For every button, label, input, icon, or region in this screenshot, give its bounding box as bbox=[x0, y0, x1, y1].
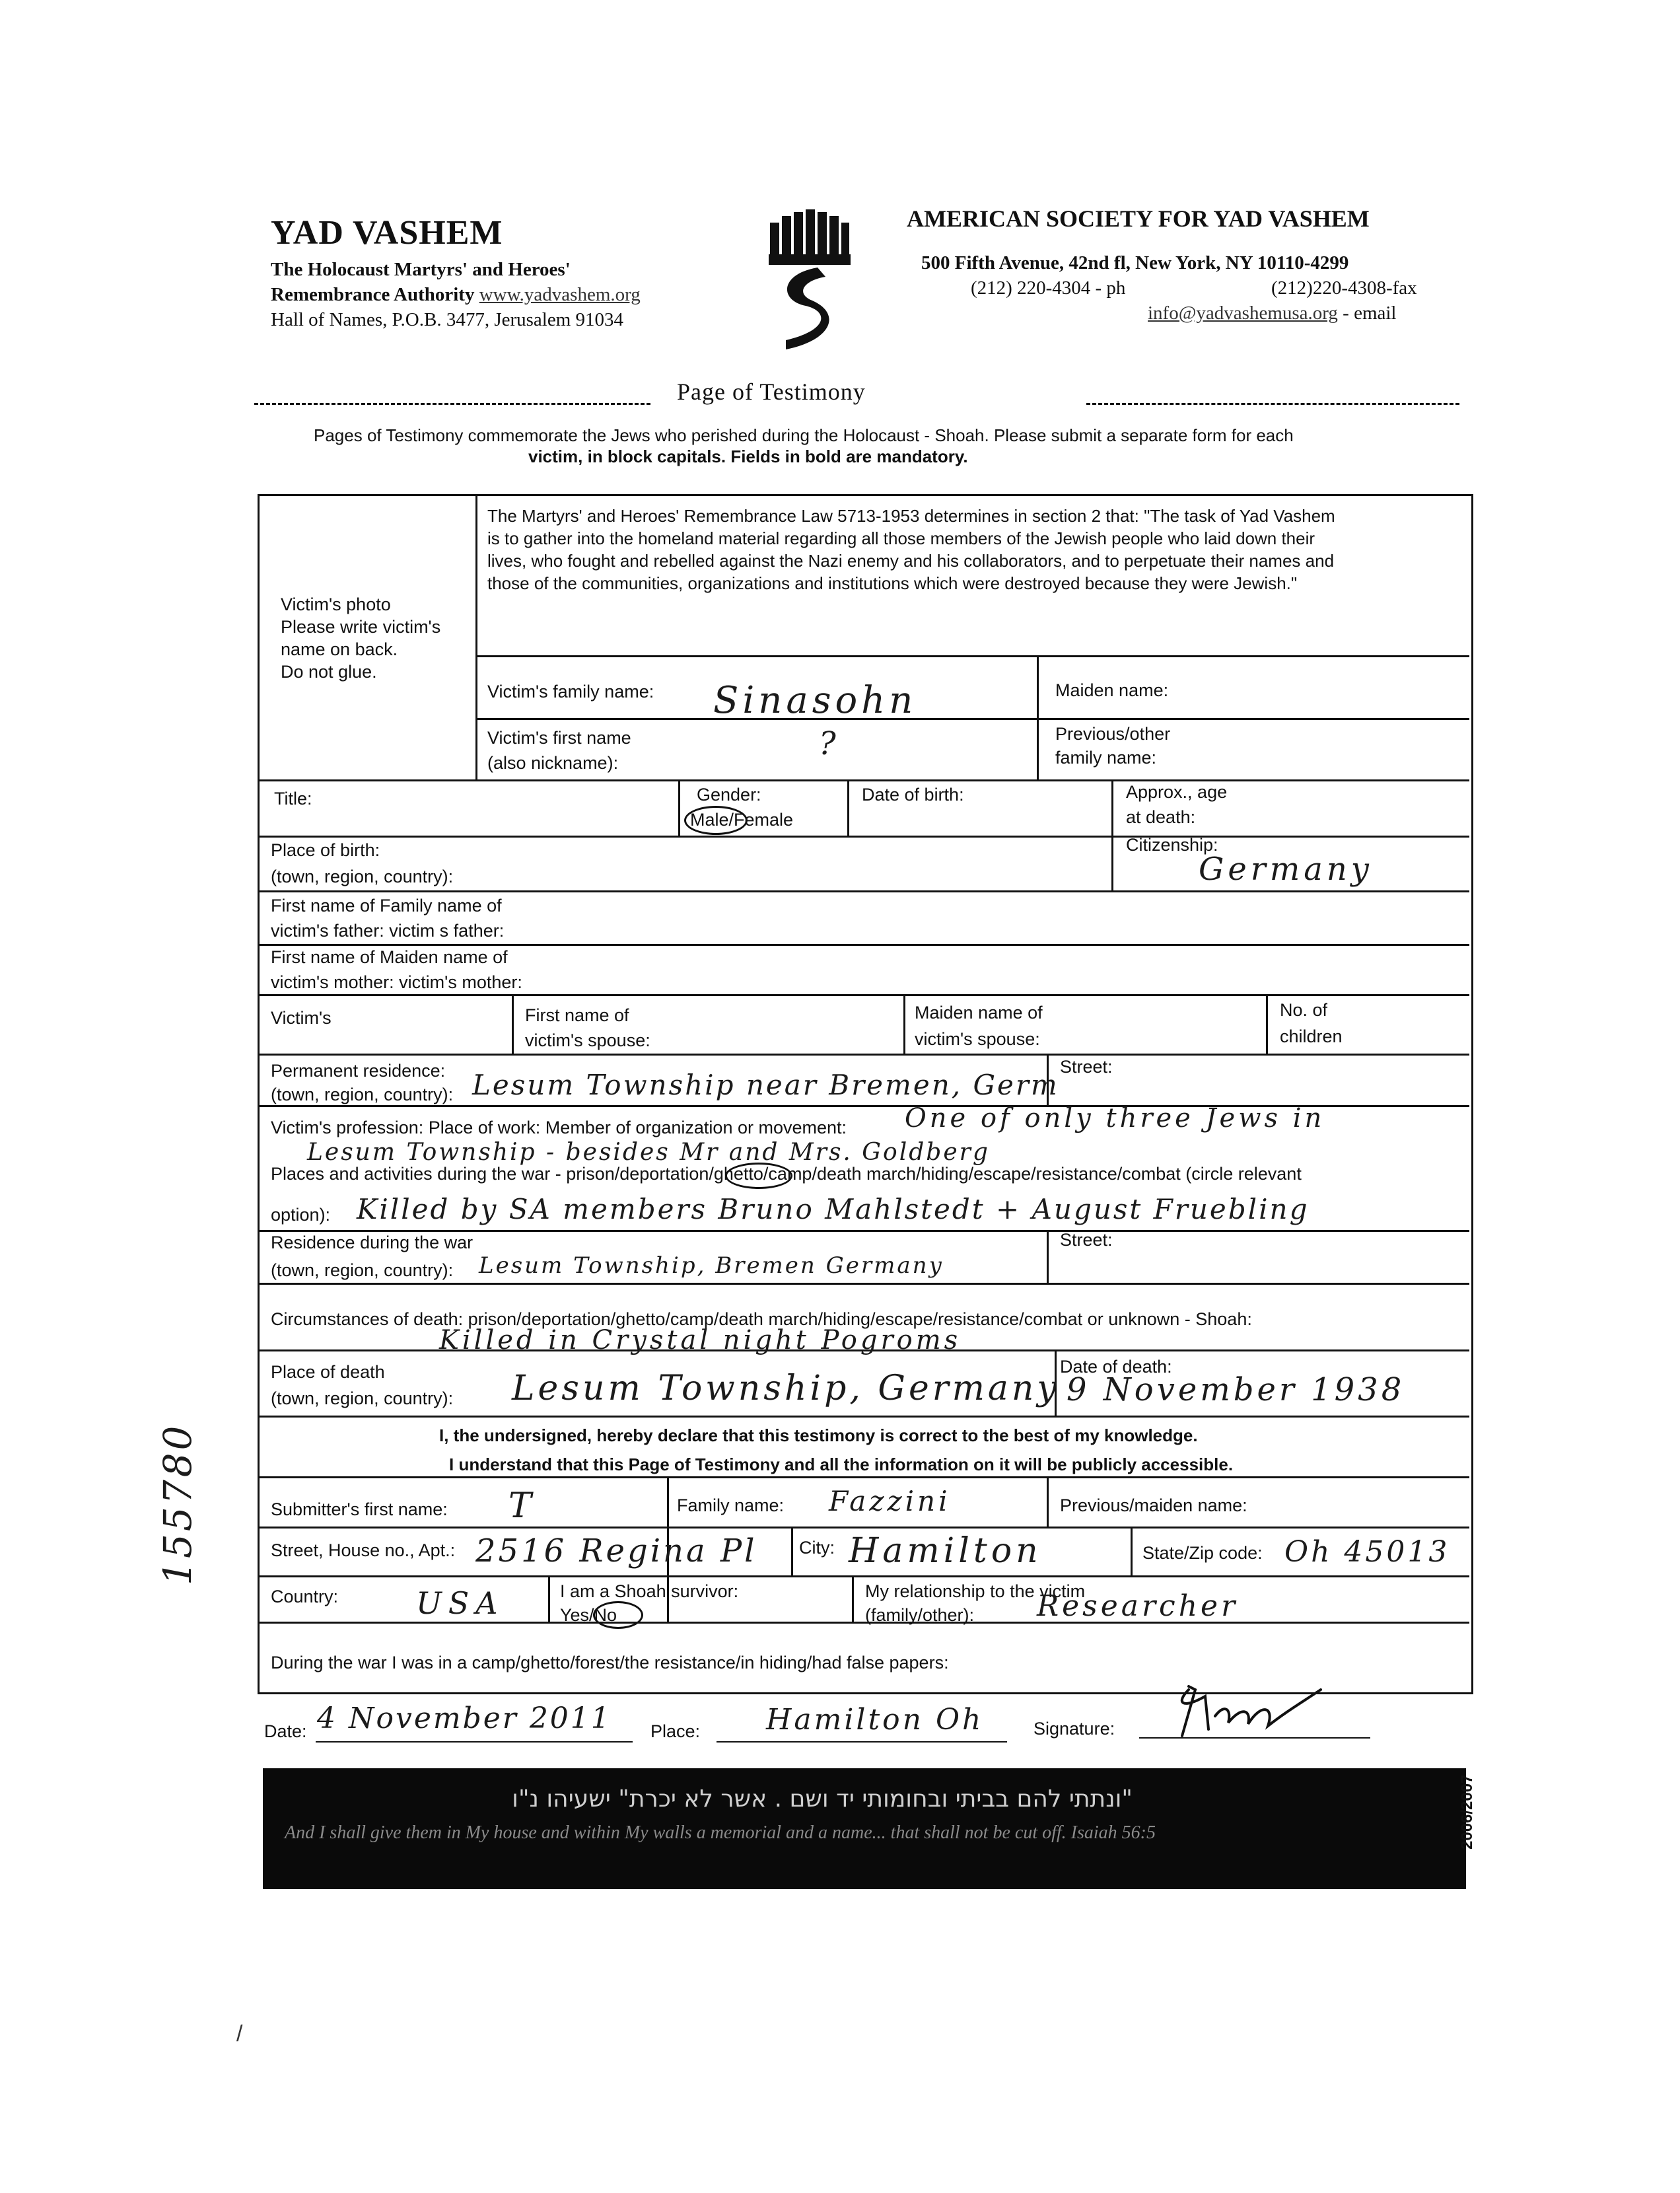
previous-name-label1: Previous/other bbox=[1055, 724, 1171, 744]
law-text-line3: lives, who fought and rebelled against the Nazi enemy and his collaborators, and to perpetuate their names and bbox=[487, 551, 1335, 571]
maiden-name-label: Maiden name: bbox=[1055, 680, 1169, 700]
footer-banner bbox=[263, 1768, 1466, 1889]
place-value[interactable]: Hamilton Oh bbox=[766, 1703, 984, 1737]
sub-family-label: Family name: bbox=[677, 1495, 785, 1515]
dob-label: Date of birth: bbox=[862, 785, 964, 805]
org-right-title: AMERICAN SOCIETY FOR YAD VASHEM bbox=[907, 205, 1370, 232]
gender-male-circle bbox=[684, 806, 748, 835]
during-war-label: During the war I was in a camp/ghetto/forest/the resistance/in hiding/had false papers: bbox=[271, 1653, 949, 1672]
victims-label: Victim's bbox=[271, 1008, 332, 1028]
pod-value[interactable]: Lesum Township, Germany bbox=[512, 1369, 1060, 1408]
first-name-label2: (also nickname): bbox=[487, 753, 619, 773]
residence-value[interactable]: Lesum Township near Bremen, Germ bbox=[472, 1069, 1059, 1101]
relationship-options[interactable]: (family/other): bbox=[865, 1605, 975, 1625]
law-text-line2: is to gather into the homeland material regarding all those members of the Jewish people who laid down their bbox=[487, 528, 1315, 548]
residence-label2: (town, region, country): bbox=[271, 1085, 454, 1104]
family-name-label: Victim's family name: bbox=[487, 682, 654, 701]
option-value[interactable]: Killed by SA members Bruno Mahlstedt + August Fruebling bbox=[357, 1193, 1310, 1225]
sub-first-label: Submitter's first name: bbox=[271, 1499, 448, 1519]
country-value[interactable]: USA bbox=[416, 1585, 505, 1621]
org-left-title: YAD VASHEM bbox=[271, 214, 503, 252]
form-title: Page of Testimony bbox=[677, 378, 866, 405]
mother-label1: First name of Maiden name of bbox=[271, 947, 508, 967]
residence-label1: Permanent residence: bbox=[271, 1061, 446, 1081]
pod-label1: Place of death bbox=[271, 1362, 385, 1382]
org-right-phone: (212) 220-4304 - ph bbox=[971, 277, 1126, 299]
pod-label2: (town, region, country): bbox=[271, 1388, 454, 1408]
photo-box-line1: Victim's photo bbox=[281, 594, 391, 614]
mother-label2: victim's mother: victim's mother: bbox=[271, 972, 522, 992]
signature-scribble[interactable] bbox=[1169, 1676, 1347, 1743]
circumstances-label: Circumstances of death: prison/deportation/ghetto/camp/death march/hiding/escape/resistance/combat or unknown - Shoah: bbox=[271, 1309, 1252, 1329]
title-dashes-right bbox=[1086, 403, 1459, 405]
photo-box-line4: Do not glue. bbox=[281, 662, 377, 682]
family-name-value[interactable]: Sinasohn bbox=[713, 679, 917, 722]
photo-box-line2: Please write victim's bbox=[281, 617, 441, 637]
profession-value1[interactable]: One of only three Jews in bbox=[905, 1103, 1325, 1133]
yad-vashem-usa-email-link[interactable]: info@yadvashemusa.org bbox=[1148, 303, 1338, 324]
org-left-line3: Hall of Names, P.O.B. 3477, Jerusalem 91034 bbox=[271, 309, 624, 330]
org-left-line2-row bbox=[271, 284, 641, 306]
war-residence-value[interactable]: Lesum Township, Bremen Germany bbox=[479, 1252, 944, 1279]
intro-line1: Pages of Testimony commemorate the Jews who perished during the Holocaust - Shoah. Please submit a separate form for each bbox=[314, 425, 1294, 445]
footer-english-quote: And I shall give them in My house and within My walls a memorial and a name... that shall not be cut off. Isaiah 56:5 bbox=[285, 1822, 1156, 1843]
sub-first-value[interactable]: T bbox=[508, 1486, 536, 1526]
previous-name-label2: family name: bbox=[1055, 748, 1157, 768]
gender-options[interactable]: Male/Female bbox=[690, 810, 794, 830]
pob-label1: Place of birth: bbox=[271, 840, 380, 860]
relationship-value[interactable]: Researcher bbox=[1037, 1589, 1239, 1623]
ghetto-circle bbox=[725, 1163, 792, 1189]
footer-year: 2006/2007 bbox=[1458, 1774, 1476, 1850]
age-label1: Approx., age bbox=[1126, 782, 1228, 802]
date-value[interactable]: 4 November 2011 bbox=[317, 1702, 612, 1735]
gender-label: Gender: bbox=[697, 785, 761, 805]
menorah-logo bbox=[766, 208, 852, 360]
law-text-line4: those of the communities, organizations and institutions which were destroyed because they were Jewish." bbox=[487, 573, 1298, 593]
margin-number: 155780 bbox=[155, 1423, 200, 1585]
spouse-first-label2: victim's spouse: bbox=[525, 1030, 650, 1050]
relationship-label: My relationship to the victim bbox=[865, 1581, 1086, 1601]
org-right-email-row bbox=[1148, 303, 1397, 324]
declaration-line1: I, the undersigned, hereby declare that this testimony is correct to the best of my knowledge. bbox=[439, 1425, 1198, 1445]
father-label1: First name of Family name of bbox=[271, 896, 502, 916]
city-label: City: bbox=[799, 1538, 835, 1558]
spouse-maiden-label1: Maiden name of bbox=[915, 1003, 1043, 1023]
sub-family-value[interactable]: Fazzini bbox=[829, 1485, 951, 1517]
title-label: Title: bbox=[274, 789, 312, 809]
survivor-no-circle bbox=[593, 1601, 643, 1629]
photo-box-line3: name on back. bbox=[281, 639, 398, 659]
children-label2: children bbox=[1280, 1026, 1343, 1046]
yad-vashem-website-link[interactable]: www.yadvashem.org bbox=[479, 284, 641, 305]
declaration-line2: I understand that this Page of Testimony and all the information on it will be publicly accessible. bbox=[449, 1455, 1234, 1474]
org-left-line1: The Holocaust Martyrs' and Heroes' bbox=[271, 259, 571, 280]
law-text-line1: The Martyrs' and Heroes' Remembrance Law 5713-1953 determines in section 2 that: "The task of Yad Vashem bbox=[487, 506, 1335, 526]
street-house-label: Street, House no., Apt.: bbox=[271, 1540, 456, 1560]
org-right-address: 500 Fifth Avenue, 42nd fl, New York, NY 10110-4299 bbox=[921, 252, 1349, 273]
street-label: Street: bbox=[1060, 1057, 1113, 1077]
survivor-options[interactable]: Yes/No bbox=[560, 1605, 617, 1625]
places-label: Places and activities during the war - prison/deportation/ghetto/camp/death march/hiding/escape/resistance/combat (circle relevant bbox=[271, 1164, 1302, 1184]
survivor-label: I am a Shoah survivor: bbox=[560, 1581, 739, 1601]
country-label: Country: bbox=[271, 1587, 339, 1606]
war-residence-label1: Residence during the war bbox=[271, 1233, 473, 1252]
children-label1: No. of bbox=[1280, 1000, 1328, 1020]
dod-label: Date of death: bbox=[1060, 1357, 1172, 1377]
stray-mark: / bbox=[236, 2021, 243, 2046]
option-label: option): bbox=[271, 1205, 331, 1225]
citizenship-label: Citizenship: bbox=[1126, 835, 1218, 855]
footer-hebrew-quote: "ונתתי להם בביתי ובחומותי יד ושם . אשר לא יכרת" ישעיהו נ"ו bbox=[512, 1785, 1133, 1813]
street-house-value[interactable]: 2516 Regina Pl bbox=[475, 1532, 757, 1569]
place-label: Place: bbox=[650, 1721, 701, 1741]
signature-label: Signature: bbox=[1033, 1719, 1115, 1739]
date-label: Date: bbox=[264, 1721, 307, 1741]
circumstances-value[interactable]: Killed in Crystal night Pogroms bbox=[439, 1325, 962, 1355]
citizenship-value[interactable]: Germany bbox=[1199, 851, 1373, 888]
war-street-label: Street: bbox=[1060, 1230, 1113, 1250]
title-dashes-left bbox=[254, 403, 650, 405]
pob-label2: (town, region, country): bbox=[271, 867, 454, 886]
org-left-line2: Remembrance Authority bbox=[271, 284, 475, 305]
spouse-maiden-label2: victim's spouse: bbox=[915, 1029, 1040, 1049]
first-name-label1: Victim's first name bbox=[487, 728, 631, 748]
org-right-fax: (212)220-4308-fax bbox=[1271, 277, 1417, 299]
age-label2: at death: bbox=[1126, 807, 1196, 827]
state-label: State/Zip code: bbox=[1142, 1543, 1263, 1563]
city-value[interactable]: Hamilton bbox=[849, 1531, 1042, 1571]
spouse-first-label1: First name of bbox=[525, 1005, 629, 1025]
intro-line2: victim, in block capitals. Fields in bold are mandatory. bbox=[528, 447, 968, 466]
state-value[interactable]: Oh 45013 bbox=[1284, 1535, 1450, 1569]
org-right-email-suffix: - email bbox=[1343, 303, 1397, 324]
war-residence-label2: (town, region, country): bbox=[271, 1260, 454, 1280]
first-name-value[interactable]: ? bbox=[819, 725, 840, 762]
father-label2: victim's father: victim s father: bbox=[271, 921, 505, 941]
profession-label: Victim's profession: Place of work: Member of organization or movement: bbox=[271, 1118, 847, 1137]
sub-prev-label: Previous/maiden name: bbox=[1060, 1495, 1247, 1515]
profession-value2[interactable]: Lesum Township - besides Mr and Mrs. Goldberg bbox=[307, 1139, 990, 1166]
dod-value[interactable]: 9 November 1938 bbox=[1067, 1371, 1405, 1408]
